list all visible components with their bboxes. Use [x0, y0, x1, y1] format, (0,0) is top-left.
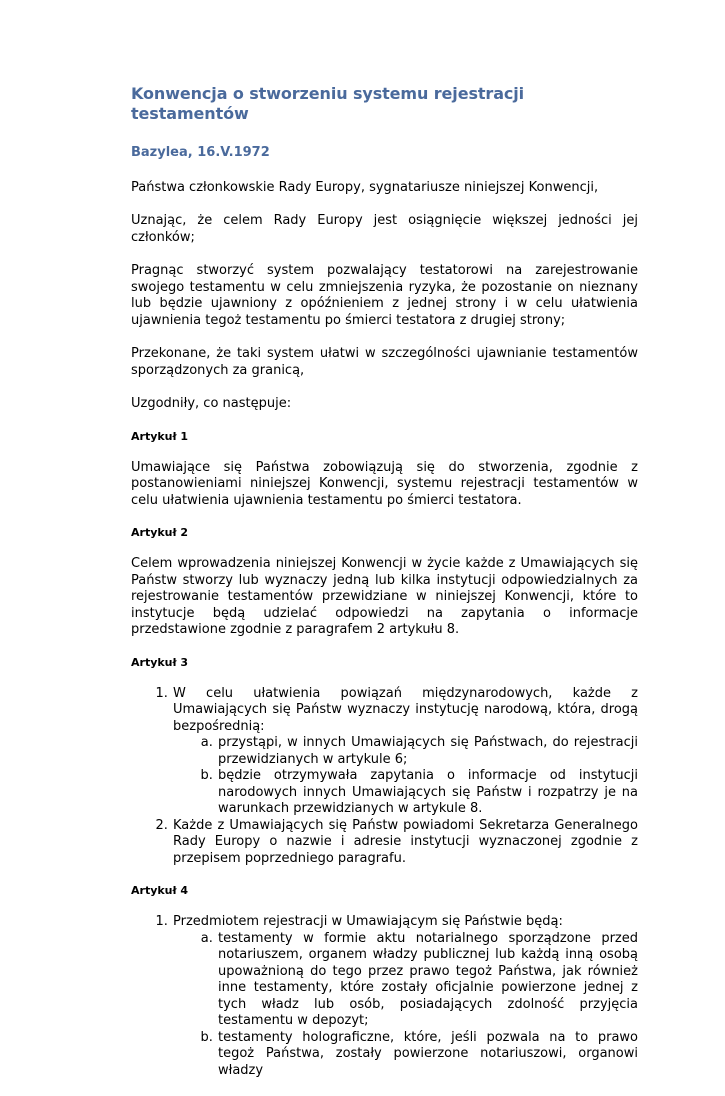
document-title: Konwencja o stworzeniu systemu rejestracji testamentów	[131, 84, 525, 123]
article-4-item-1	[172, 914, 638, 1079]
article-4-list	[131, 914, 638, 1079]
article-3-list	[131, 686, 638, 868]
article-4-item-1a: a. testamenty w formie aktu notarialnego sporządzone przed notariuszem, organem władzy publicznej lub każdą inną osobą upoważnioną do tego przez prawo tegoż Państwa, jak również inne testamenty, które zostały oficjalnie powierzone jednej z tych władz lub osób, posiadających zdolność przyjęcia testamentu w depozyt;	[217, 931, 638, 1030]
article-4-item-1b: b. testamenty holograficzne, które, jeśli pozwala na to prawo tegoż Państwa, zostały powierzone notariuszowi, organowi władzy	[217, 1030, 638, 1080]
article-4-item-1-text: Przedmiotem rejestracji w Umawiającym się Państwie będą:	[173, 914, 563, 929]
article-3-heading: Artykuł 3	[131, 655, 189, 669]
preamble-paragraph: Uznając, że celem Rady Europy jest osiągnięcie większej jedności jej członków;	[131, 213, 638, 245]
article-3-item-1b: b. będzie otrzymywała zapytania o informacje od instytucji narodowych innych Umawiających się Państw i rozpatrzy je na warunkach przewidzianych w artykule 8.	[217, 768, 638, 818]
preamble-paragraph: Przekonane, że taki system ułatwi w szczególności ujawnianie testamentów sporządzonych za granicą,	[131, 346, 638, 378]
place-date: Bazylea, 16.V.1972	[131, 145, 270, 160]
article-4-sublist	[173, 931, 638, 1080]
preamble-paragraph: Uzgodniły, co następuje:	[131, 396, 292, 411]
article-3-item-2: 2. Każde z Umawiających się Państw powiadomi Sekretarza Generalnego Rady Europy o nazwie i adresie instytucji wyznaczonej zgodnie z przepisem poprzedniego paragrafu.	[172, 818, 638, 868]
document-page	[131, 84, 638, 1096]
preamble-paragraph: Państwa członkowskie Rady Europy, sygnatariusze niniejszej Konwencji,	[131, 179, 599, 195]
article-2-heading: Artykuł 2	[131, 526, 189, 539]
article-3-sublist	[173, 735, 638, 818]
article-3-item-1-text: W celu ułatwienia powiązań międzynarodowych, każde z Umawiających się Państw wyznaczy instytucję narodową, która, drogą bezpośrednią:	[173, 685, 638, 734]
article-1-heading: Artykuł 1	[131, 429, 189, 443]
article-3-item-1	[172, 686, 638, 818]
article-3-item-1a: a. przystąpi, w innych Umawiających się Państwach, do rejestracji przewidzianych w artykule 6;	[217, 735, 638, 768]
article-2-text: Celem wprowadzenia niniejszej Konwencji w życie każde z Umawiających się Państw stworzy lub wyznaczy jedną lub kilka instytucji odpowiedzialnych za rejestrowanie testamentów przewidziane w niniejszej Konwencji, które to instytucje będą udzielać odpowiedzi na zapytania o informacje przedstawione zgodnie z paragrafem 2 artykułu 8.	[131, 556, 638, 637]
article-4-heading: Artykuł 4	[131, 884, 189, 897]
article-1-text: Umawiające się Państwa zobowiązują się do stworzenia, zgodnie z postanowieniami niniejszej Konwencji, systemu rejestracji testamentów w celu ułatwienia ujawnienia testamentu po śmierci testatora.	[131, 459, 638, 508]
preamble-paragraph: Pragnąc stworzyć system pozwalający testatorowi na zarejestrowanie swojego testamentu w celu zmniejszenia ryzyka, że pozostanie on nieznany lub będzie ujawniony z opóźnieniem z jednej strony i w celu ułatwienia ujawnienia tegoż testamentu po śmierci testatora z drugiej strony;	[131, 263, 638, 328]
